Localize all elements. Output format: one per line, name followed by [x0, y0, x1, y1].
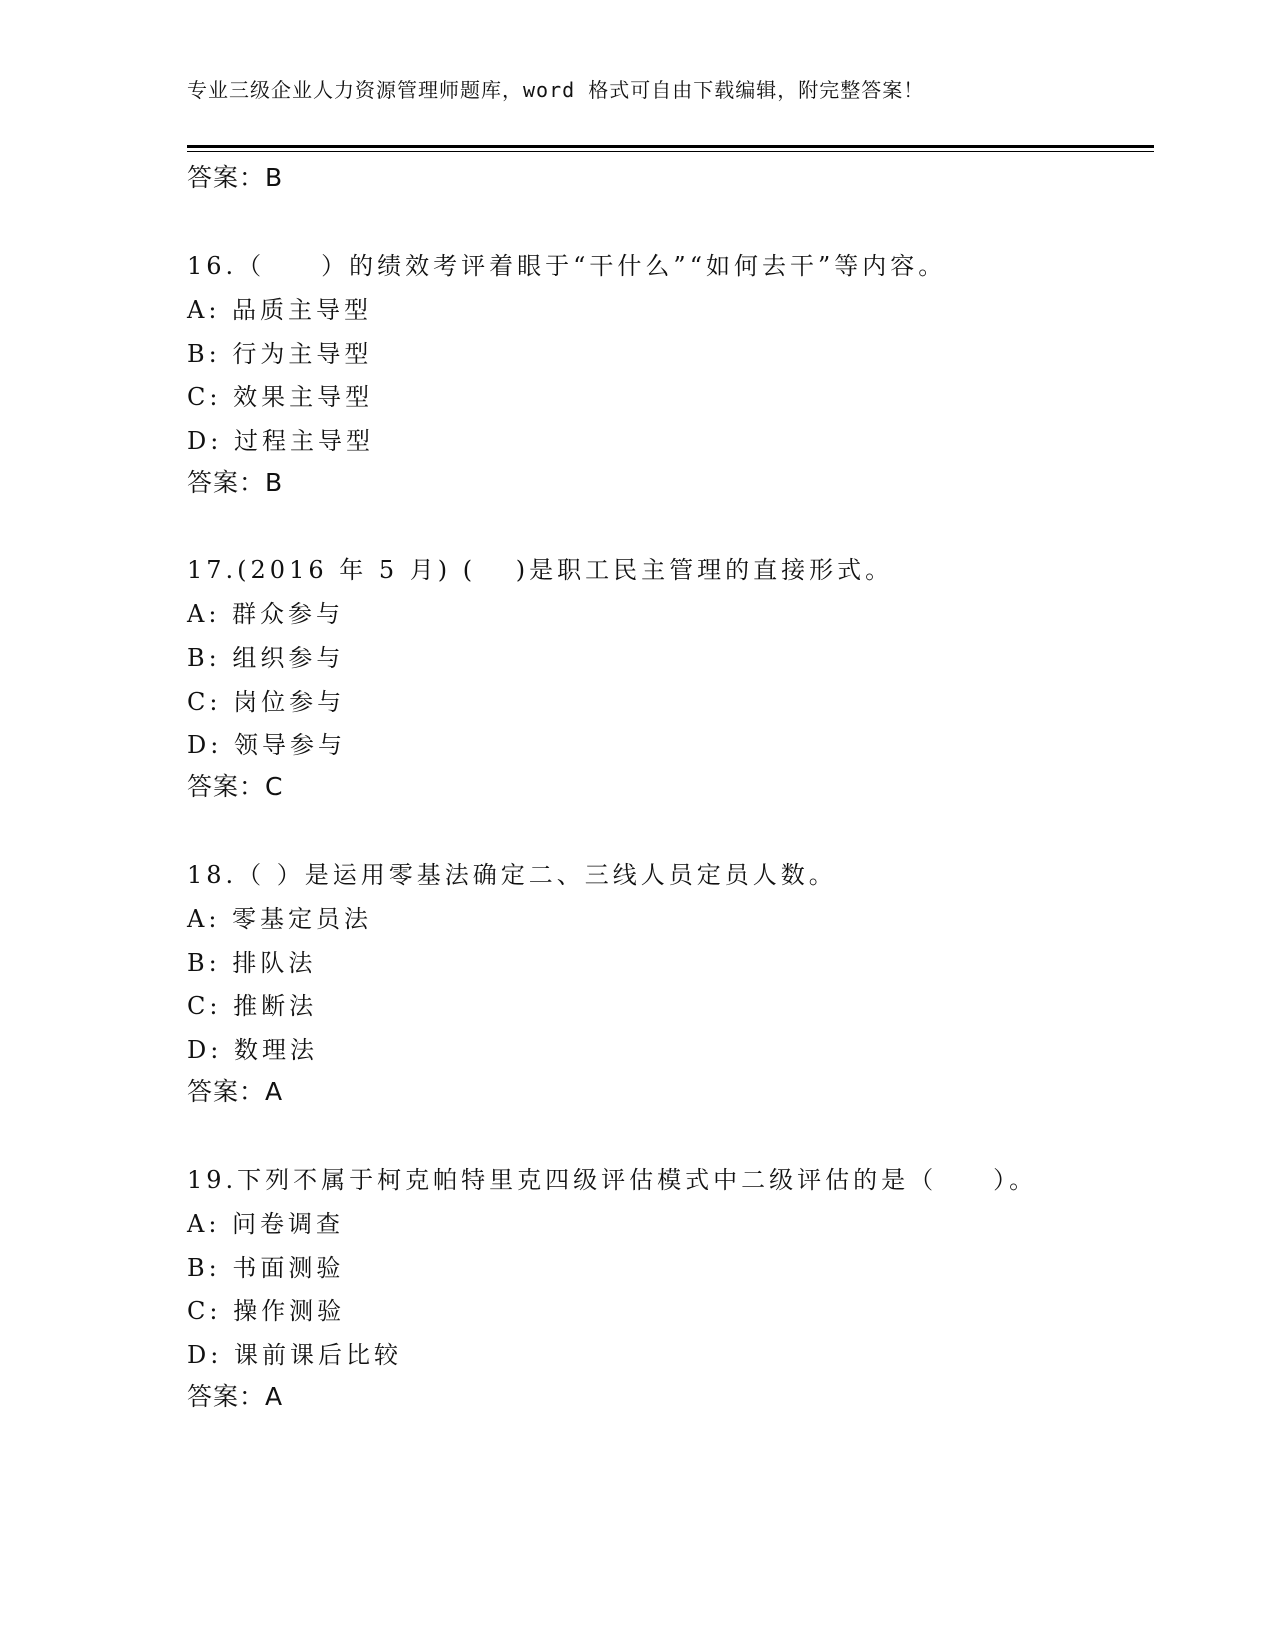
- question-16-option-b: B: 行为主导型: [187, 340, 373, 368]
- page-header: 专业三级企业人力资源管理师题库，word 格式可自由下载编辑，附完整答案！: [187, 78, 925, 102]
- question-16-option-d: D: 过程主导型: [187, 427, 374, 455]
- header-rule-thick: [187, 145, 1154, 148]
- question-18-stem: 18.（ ）是运用零基法确定二、三线人员定员人数。: [187, 861, 837, 889]
- question-16-answer: 答案：B: [187, 468, 284, 497]
- previous-answer: 答案：B: [187, 163, 284, 192]
- question-18-option-a: A: 零基定员法: [187, 905, 373, 933]
- question-17-answer: 答案：C: [187, 772, 284, 801]
- question-19-option-b: B: 书面测验: [187, 1254, 345, 1282]
- question-18-option-d: D: 数理法: [187, 1036, 318, 1064]
- question-18-option-c: C: 推断法: [187, 992, 318, 1020]
- question-19-option-c: C: 操作测验: [187, 1297, 346, 1325]
- question-16-option-c: C: 效果主导型: [187, 383, 374, 411]
- question-19-option-a: A: 问卷调查: [187, 1210, 345, 1238]
- question-19-option-d: D: 课前课后比较: [187, 1341, 402, 1369]
- question-17-option-d: D: 领导参与: [187, 731, 346, 759]
- question-19-answer: 答案：A: [187, 1382, 284, 1411]
- question-17-option-c: C: 岗位参与: [187, 688, 346, 716]
- question-17-stem: 17.(2016 年 5 月) ( )是职工民主管理的直接形式。: [187, 556, 894, 584]
- header-rule-thin: [187, 151, 1154, 152]
- question-18-answer: 答案：A: [187, 1077, 284, 1106]
- question-17-option-a: A: 群众参与: [187, 600, 345, 628]
- question-18-option-b: B: 排队法: [187, 949, 317, 977]
- question-17-option-b: B: 组织参与: [187, 644, 345, 672]
- question-19-stem: 19.下列不属于柯克帕特里克四级评估模式中二级评估的是（ ）。: [187, 1166, 1038, 1194]
- question-16-option-a: A: 品质主导型: [187, 296, 373, 324]
- question-16-stem: 16.（ ）的绩效考评着眼于“干什么”“如何去干”等内容。: [187, 252, 947, 280]
